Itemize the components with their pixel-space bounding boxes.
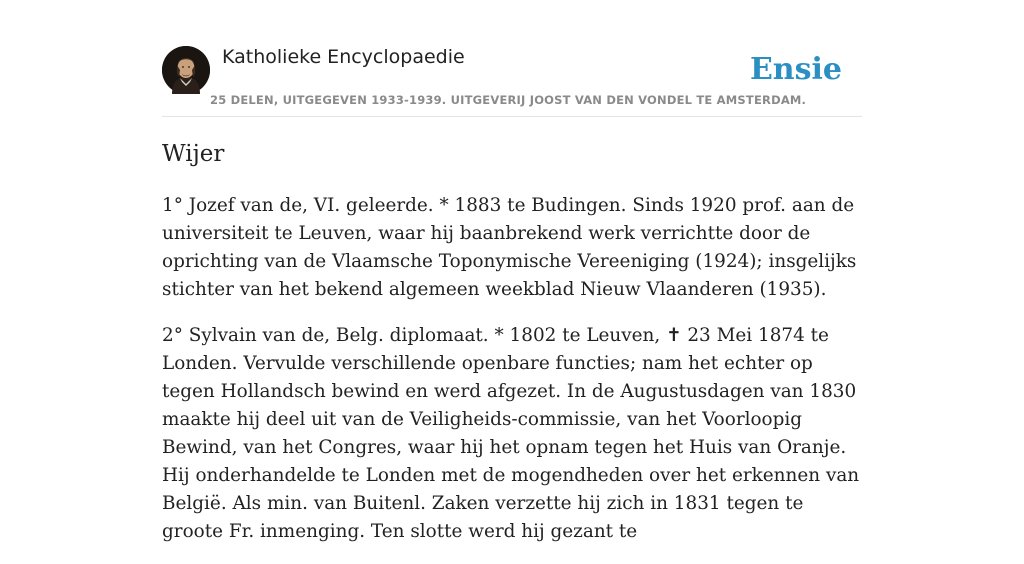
site-subtitle: 25 DELEN, UITGEGEVEN 1933-1939. UITGEVERIJ JOOST VAN DEN VONDEL TE AMSTERDAM.: [210, 93, 807, 107]
article: [162, 138, 867, 564]
article-paragraph-2: 2° Sylvain van de, Belg. diplomaat. * 1802 te Leuven, ✝ 23 Mei 1874 te Londen. Vervulde verschillende openbare functies; nam het echter op tegen Hollandsch bewind en werd afgezet. In de Augustusdagen van 1830 maakte hij deel uit van de Veiligheids-commissie, van het Voorloopig Bewind, van het Congres, waar hij het opnam tegen het Huis van Oranje. Hij onderhandelde te Londen met de mogendheden over het erkennen van België. Als min. van Buitenl. Zaken verzette hij zich in 1831 tegen te groote Fr. inmenging. Ten slotte werd hij gezant te: [162, 325, 860, 542]
site-title[interactable]: Katholieke Encyclopaedie: [222, 46, 465, 68]
header: [162, 46, 862, 117]
avatar[interactable]: [162, 46, 210, 94]
article-paragraph-1: 1° Jozef van de, VI. geleerde. * 1883 te Budingen. Sinds 1920 prof. aan de universiteit te Leuven, waar hij baanbrekend werk verrichtte door de oprichting van de Vlaamsche Toponymische Vereeniging (1924); insgelijks stichter van het bekend algemeen weekblad Nieuw Vlaanderen (1935).: [162, 195, 857, 300]
article-title: Wijer: [162, 141, 225, 167]
portrait-icon: [162, 46, 210, 94]
brand-logo-link[interactable]: Ensie: [749, 52, 842, 87]
